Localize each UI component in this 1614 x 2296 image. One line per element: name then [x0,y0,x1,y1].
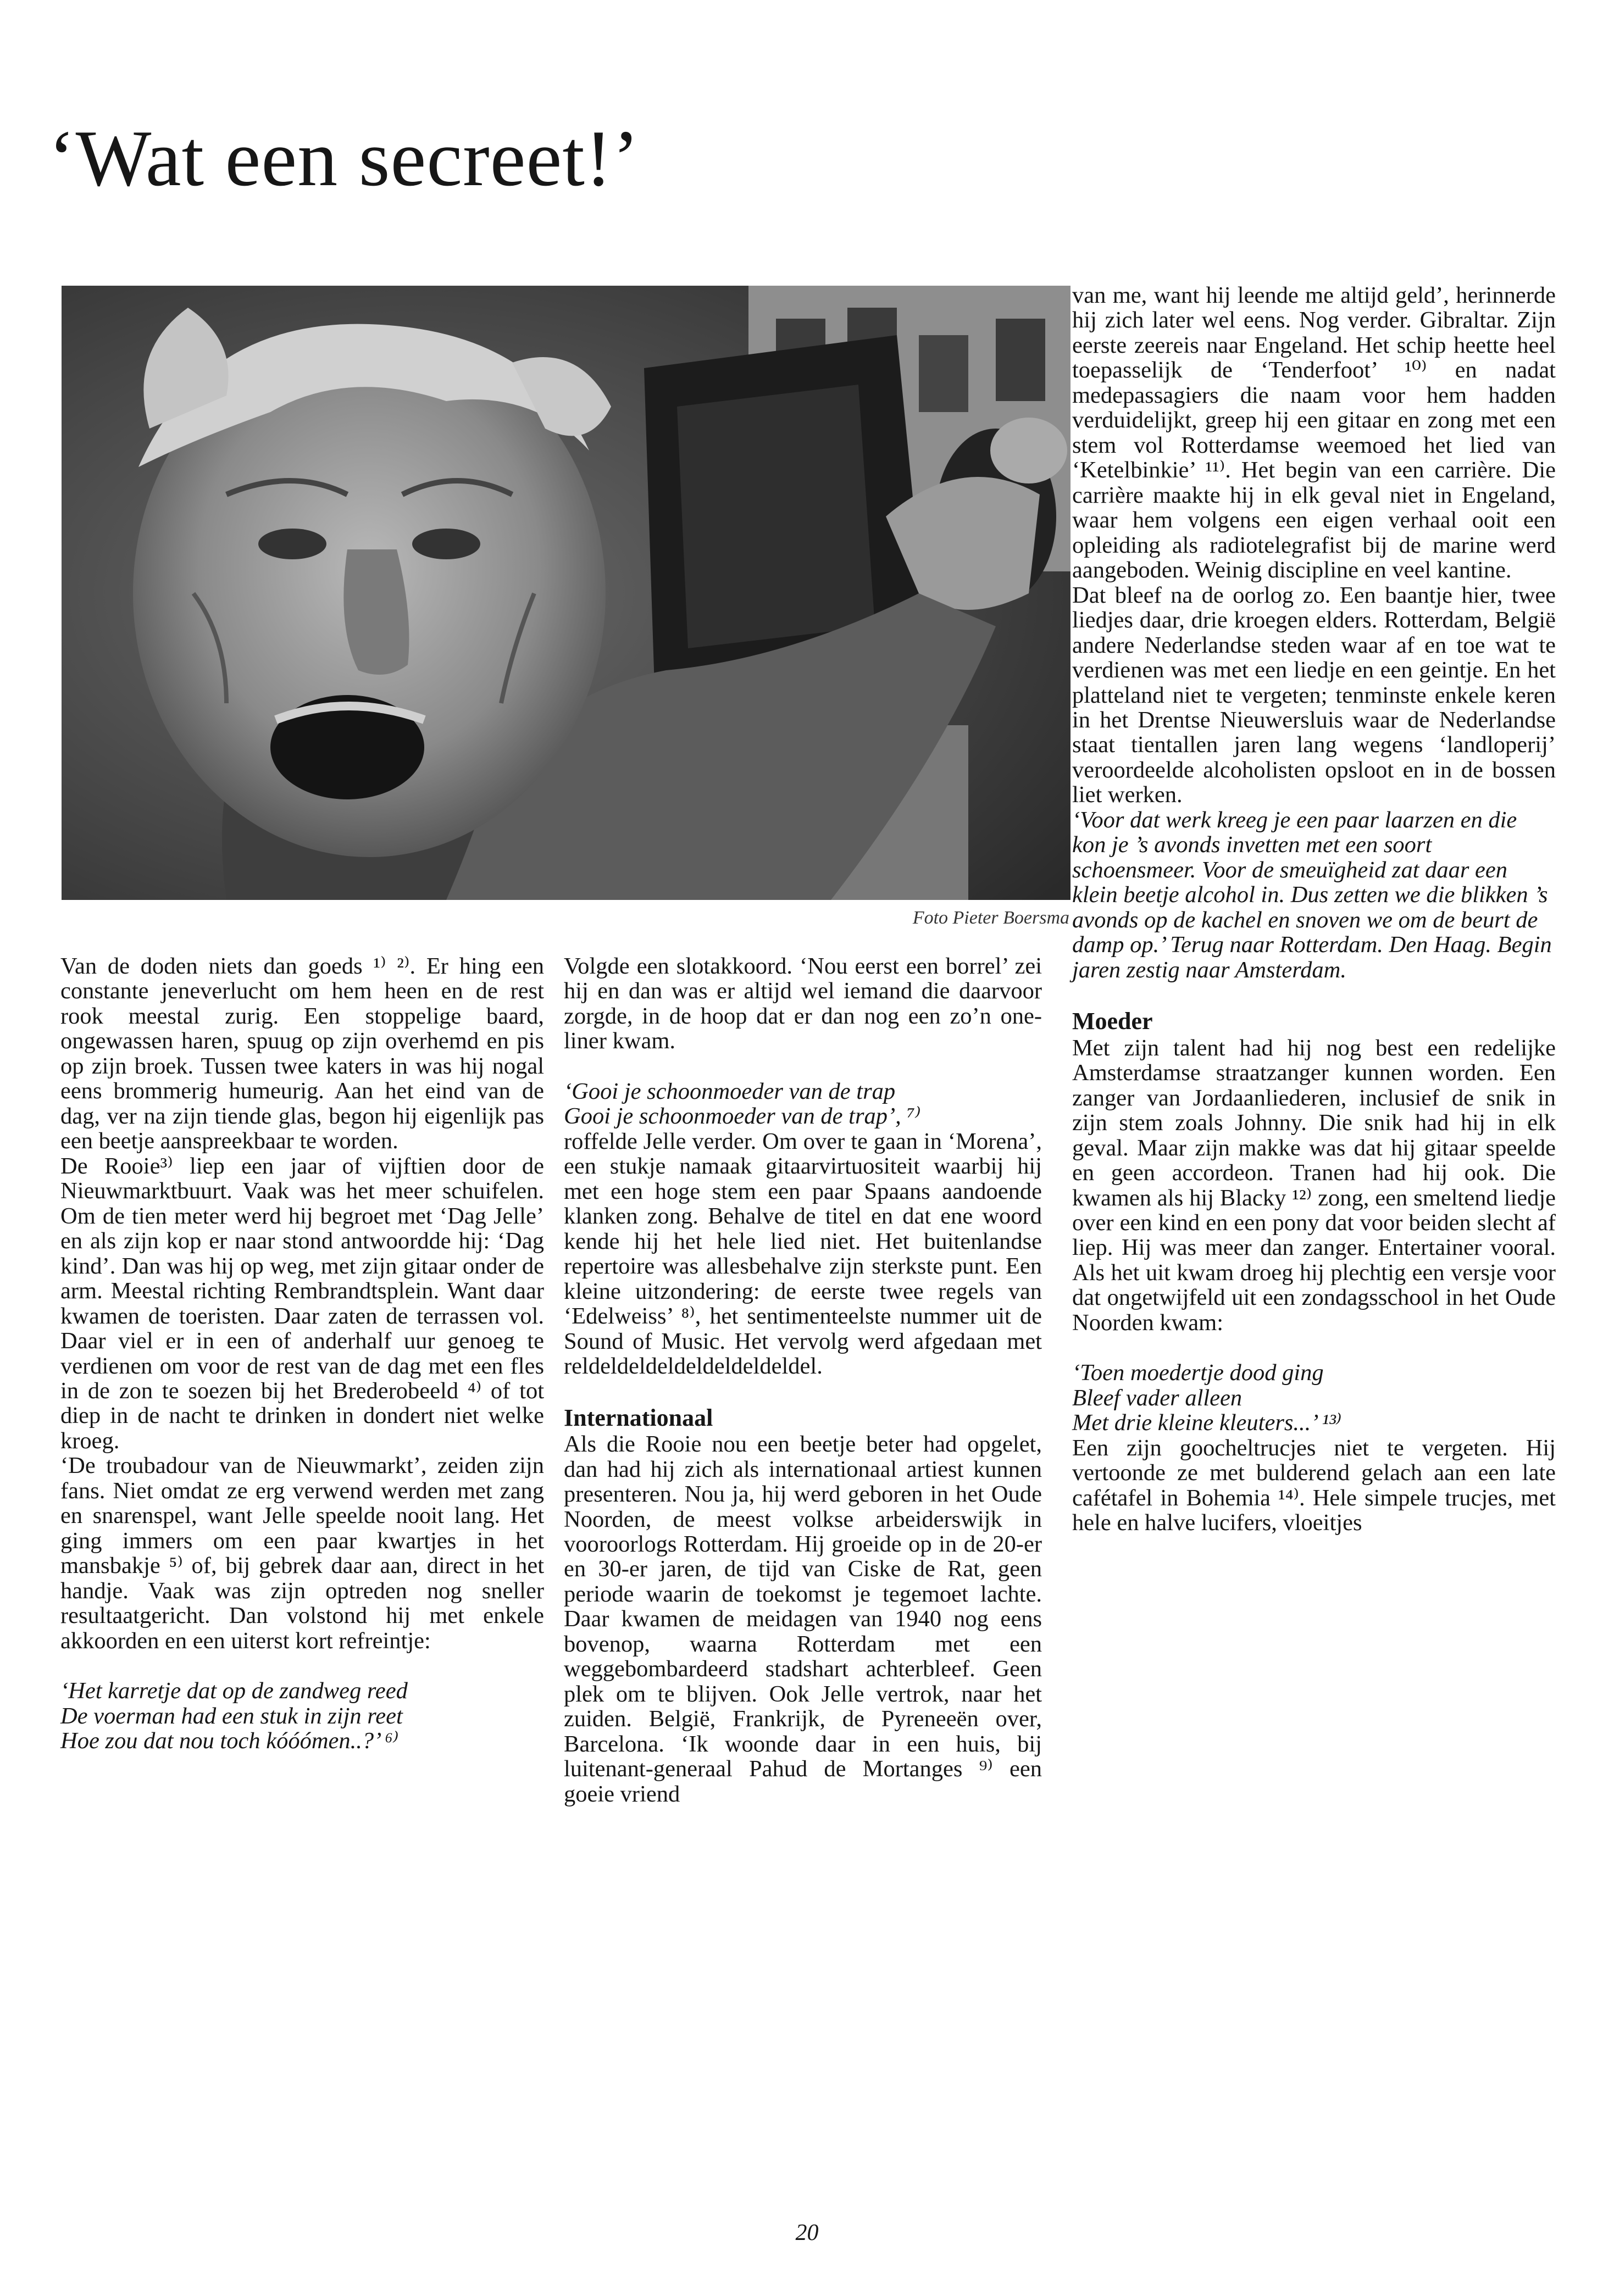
section-heading: Moeder [1072,1008,1153,1035]
photo-credit: Foto Pieter Boersma [912,908,1069,928]
body-paragraph: van me, want hij leende me altijd geld’, herinnerde hij zich later wel eens. Nog verder. Gibraltar. Zijn eerste zeereis naar Engeland. Het schip heette heel toepasselijk de ‘Tenderfoot’ ¹⁰⁾ en nadat medepassagiers die naam voor hem hadden verduidelijkt, greep hij een gitaar en zong met een stem vol Rotterdamse weemoed het lied van ‘Ketelbinkie’ ¹¹⁾. Het begin van een carrière. Die carrière maakte hij in elk geval niet in Engeland, waar hem volgens een eigen verhaal ooit een opleiding als radiotelegrafist bij de marine werd aangeboden. Weinig discipline en veel kantine. [1072,282,1556,583]
verse-line: ‘Het karretje dat op de zandweg reed [60,1678,408,1704]
verse-line: Bleef vader alleen [1072,1385,1243,1411]
quote-paragraph: ‘Voor dat werk kreeg je een paar laarzen en die kon je ’s avonds invetten met een soort schoensmeer. Voor de smeuïgheid zat daar een klein beetje alcohol in. Dus zetten we die blikken ’s avonds op de kachel en snoven we om de beurt de damp op.’ Terug naar Rotterdam. Den Haag. Begin jaren zestig naar Amsterdam. [1072,807,1552,983]
body-paragraph: Volgde een slotakkoord. ‘Nou eerst een borrel’ zei hij en dan was er altijd wel iemand die daarvoor zorgde, in de hoop dat er dan nog een zo’n one-liner kwam. [564,953,1042,1054]
verse-line: De voerman had een stuk in zijn reet [60,1703,403,1729]
body-paragraph: De Rooie³⁾ liep een jaar of vijftien door de Nieuwmarktbuurt. Vaak was het meer schuifelen. Om de tien meter werd hij begroet met ‘Dag Jelle’ en als zijn kop er naar stond antwoordde hij: ‘Dag kind’. Dan was hij op weg, met zijn gitaar onder de arm. Meestal richting Rembrandtsplein. Want daar kwamen de toeristen. Daar zaten de terrassen vol. Daar viel er in een of anderhalf uur genoeg te verdienen om voor de rest van de dag met een fles in de zon te soezen bij het Brederobeeld ⁴⁾ of tot diep in de nacht te drinken in dondert niet welke kroeg. [60,1153,544,1454]
verse-line: Hoe zou dat nou toch kóóómen..?’ ⁶⁾ [60,1728,399,1754]
verse-quote [1072,1360,1556,1435]
article-column-1 [60,954,544,1754]
body-paragraph: Als die Rooie nou een beetje beter had opgelet, dan had hij zich als internationaal artiest kunnen presenteren. Nou ja, hij werd geboren in het Oude Noorden, de meest volkse arbeiderswijk in vooroorlogs Rotterdam. Hij groeide op in de 20-er en 30-er jaren, de tijd van Ciske de Rat, geen periode waarin de toekomst je tegemoet lachte. Daar kwamen de meidagen van 1940 nog eens bovenop, waarna Rotterdam met een weggebombardeerd stadshart achterbleef. Geen plek om te blijven. Ook Jelle vertrok, naar het zuiden. België, Frankrijk, de Pyreneeën over, Barcelona. ‘Ik woonde daar in een huis, bij luitenant-generaal Pahud de Mortanges ⁹⁾ een goeie vriend [564,1431,1042,1807]
verse-line: Gooi je schoonmoeder van de trap’, ⁷⁾ [564,1103,921,1130]
verse-line: Met drie kleine kleuters...’ ¹³⁾ [1072,1410,1342,1436]
article-title: ‘Wat een secreet!’ [48,114,640,203]
portrait-photo-image [62,286,1071,900]
body-paragraph: roffelde Jelle verder. Om over te gaan in ‘Morena’, een stukje namaak gitaarvirtuositeit waarbij hij met een hoge stem een paar Spaans aandoende klanken zong. Behalve de titel en dat ene woord kende hij het hele lied niet. Het buitenlandse repertoire was allesbehalve zijn sterkste punt. Een kleine uitzondering: de eerste twee regels van ‘Edelweiss’ ⁸⁾, het sentimenteelste nummer uit de Sound of Music. Het vervolg werd afgedaan met reldeldeldeldeldeldeldeldel. [564,1128,1042,1380]
portrait-photo [62,286,1071,900]
article-column-3 [1072,283,1556,1536]
section-heading: Internationaal [564,1404,713,1431]
verse-line: ‘Toen moedertje dood ging [1072,1360,1324,1386]
body-paragraph: Van de doden niets dan goeds ¹⁾ ²⁾. Er hing een constante jeneverlucht om hem heen en de rest rook meestal zurig. Een stoppelige baard, ongewassen haren, spuug op zijn overhemd en pis op zijn broek. Tussen twee katers in was hij nogal eens brommerig humeurig. Aan het eind van de dag, ver na zijn tiende glas, begon hij eigenlijk pas een beetje aanspreekbaar te worden. [60,953,544,1154]
verse-quote [60,1678,544,1753]
body-paragraph: Dat bleef na de oorlog zo. Een baantje hier, twee liedjes daar, drie kroegen elders. Rotterdam, België andere Nederlandse steden waar af en toe wat te verdienen was met een liedje en een geintje. En het platteland niet te vergeten; tenminste enkele keren in het Drentse Nieuwersluis waar de Nederlandse staat tientallen jaren lang wegens ‘landloperij’ veroordeelde alcoholisten opsloot en in de bossen liet werken. [1072,582,1556,808]
body-paragraph: Een zijn goocheltrucjes niet te vergeten. Hij vertoonde ze met bulderend gelach aan een late cafétafel in Bohemia ¹⁴⁾. Hele simpele trucjes, met hele en halve lucifers, vloeitjes [1072,1435,1556,1536]
article-column-2 [564,954,1042,1806]
page-number: 20 [795,2220,819,2245]
body-paragraph: ‘De troubadour van de Nieuwmarkt’, zeiden zijn fans. Niet omdat ze erg verwend werden met zang en snarenspel, want Jelle speelde nooit lang. Het ging immers om een paar kwartjes in het mansbakje ⁵⁾ of, bij gebrek daar aan, direct in het handje. Vaak was zijn optreden nog sneller resultaatgericht. Dan volstond hij met enkele akkoorden en een uiterst kort refreintje: [60,1453,544,1654]
body-paragraph: Met zijn talent had hij nog best een redelijke Amsterdamse straatzanger kunnen worden. Een zanger van Jordaanliederen, inclusief de snik in zijn stem zoals Johnny. Die snik had hij in elk geval. Maar zijn makke was dat hij gitaar speelde en geen accordeon. Tranen had hij ook. Die kwamen als hij Blacky ¹²⁾ zong, een smeltend liedje over een kind en een pony dat voor beiden slecht af liep. Hij was meer dan zanger. Entertainer vooral. Als het uit kwam droeg hij plechtig een versje voor dat ongetwijfeld uit een zondagsschool in het Oude Noorden kwam: [1072,1035,1556,1336]
verse-quote [564,1079,1042,1129]
verse-line: ‘Gooi je schoonmoeder van de trap [564,1078,896,1104]
